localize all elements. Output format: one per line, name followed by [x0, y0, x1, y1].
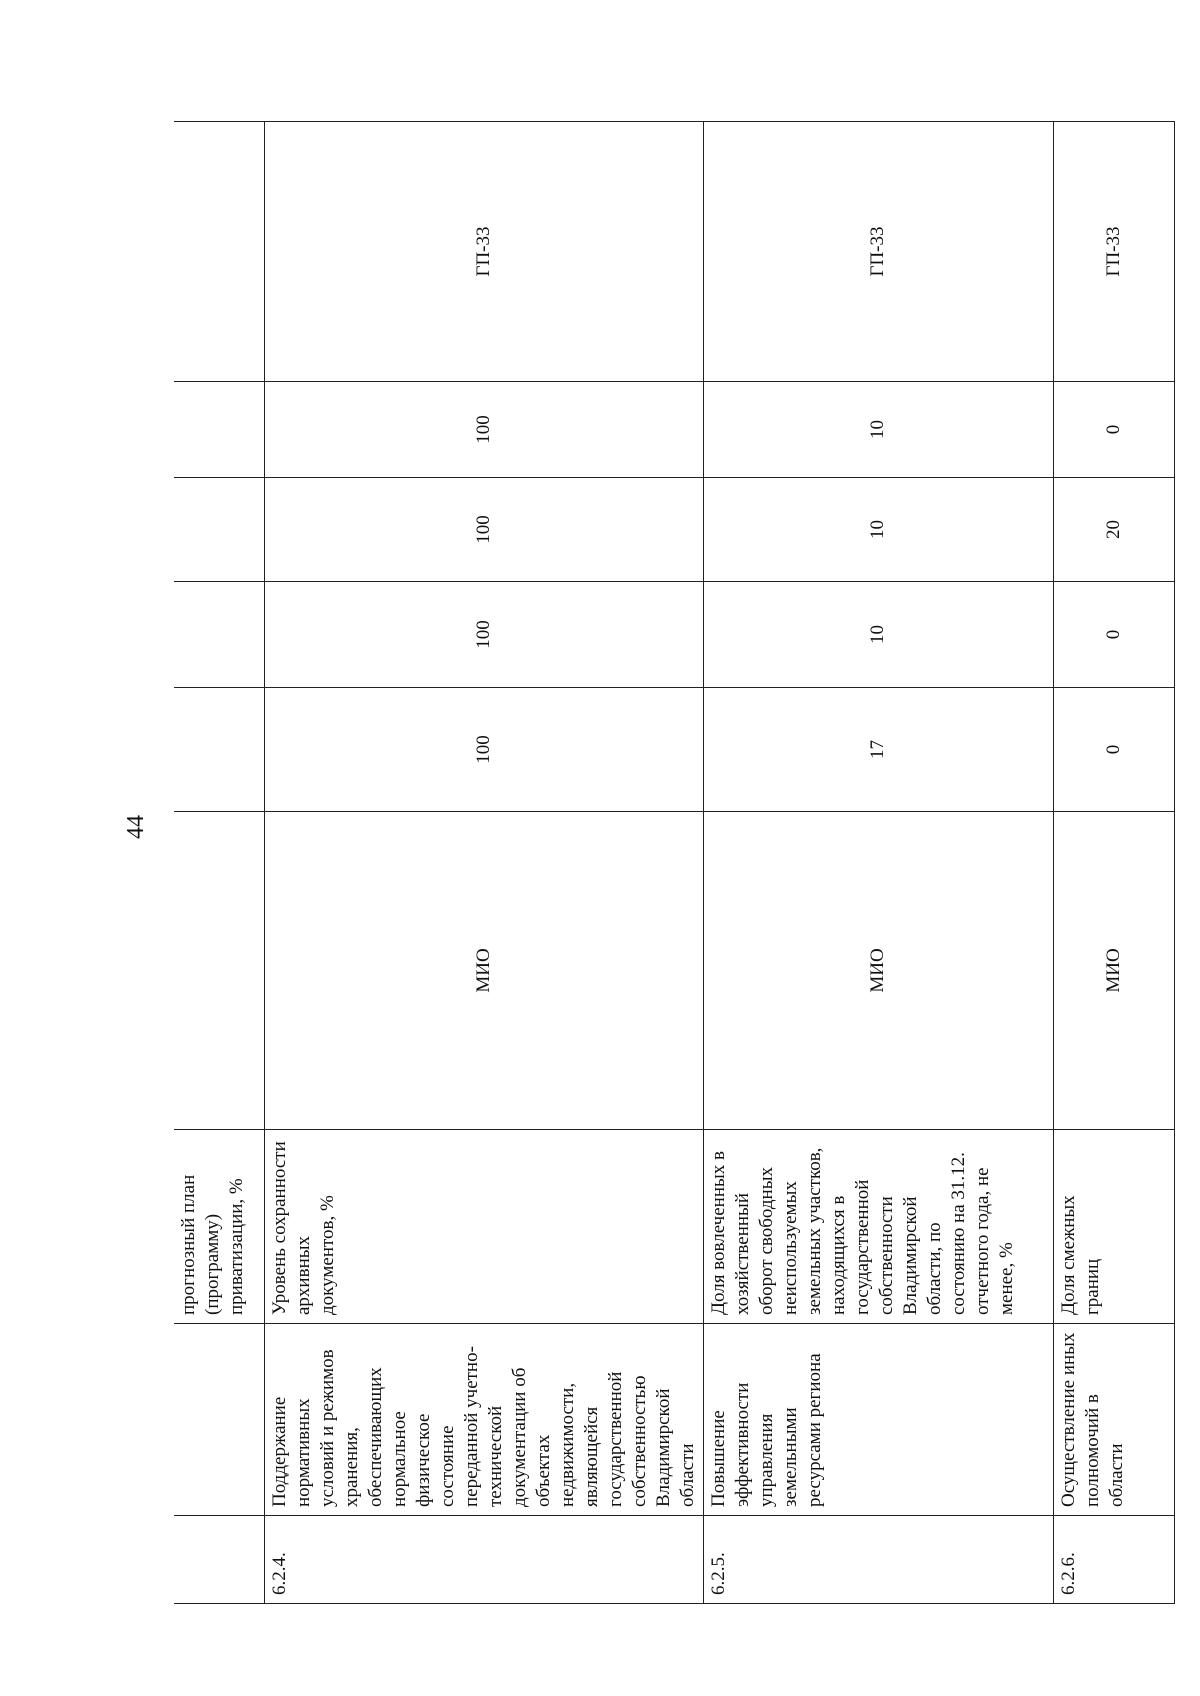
row-executor: МИО — [1053, 812, 1174, 1130]
table-row — [1053, 122, 1174, 1604]
row-value-1: 100 — [264, 688, 703, 812]
continuation-cell-executor — [174, 812, 264, 1130]
row-value-2: 0 — [1053, 582, 1174, 688]
row-executor: МИО — [703, 812, 1053, 1130]
table-row — [264, 122, 703, 1604]
row-code: 6.2.5. — [703, 1516, 1053, 1604]
row-indicator: Уровень сохранности архивных документов, % — [264, 1130, 703, 1324]
row-value-4: 100 — [264, 382, 703, 478]
row-value-4: 0 — [1053, 382, 1174, 478]
row-indicator: Доля вовлеченных в хозяйственный оборот свободных неиспользуемых земельных участков, находящихся в государственной собственности Владимирской области, по состоянию на 31.12. отчетного года, не менее, % — [703, 1130, 1053, 1324]
continuation-cell-code — [174, 1516, 264, 1604]
row-executor: МИО — [264, 812, 703, 1130]
continuation-cell-v4 — [174, 382, 264, 478]
row-value-2: 10 — [703, 582, 1053, 688]
row-program: ГП-33 — [703, 122, 1053, 382]
continuation-cell-indicator: прогнозный план (программу) приватизации, % — [174, 1130, 264, 1324]
row-task: Осуществление иных полномочий в области — [1053, 1324, 1174, 1516]
row-value-3: 10 — [703, 478, 1053, 582]
rotated-table-wrapper — [174, 122, 1136, 1604]
row-value-2: 100 — [264, 582, 703, 688]
row-value-1: 17 — [703, 688, 1053, 812]
continuation-row — [174, 122, 264, 1604]
continuation-cell-task — [174, 1324, 264, 1516]
row-code: 6.2.4. — [264, 1516, 703, 1604]
row-task: Поддержание нормативных условий и режимов хранения, обеспечивающих нормальное физическое состояние переданной учетно-технической документации об объектах недвижимости, являющейся государственной собственностью Владимирской области — [264, 1324, 703, 1516]
row-value-3: 100 — [264, 478, 703, 582]
table-row — [703, 122, 1053, 1604]
continuation-cell-v3 — [174, 478, 264, 582]
continuation-cell-v2 — [174, 582, 264, 688]
row-value-4: 10 — [703, 382, 1053, 478]
continuation-cell-v1 — [174, 688, 264, 812]
page-number: 44 — [123, 815, 149, 839]
indicators-table — [174, 121, 1175, 1604]
row-code: 6.2.6. — [1053, 1516, 1174, 1604]
row-program: ГП-33 — [264, 122, 703, 382]
row-program: ГП-33 — [1053, 122, 1174, 382]
row-value-1: 0 — [1053, 688, 1174, 812]
row-value-3: 20 — [1053, 478, 1174, 582]
continuation-cell-program — [174, 122, 264, 382]
row-indicator: Доля смежных границ — [1053, 1130, 1174, 1324]
row-task: Повышение эффективности управления земельными ресурсами региона — [703, 1324, 1053, 1516]
